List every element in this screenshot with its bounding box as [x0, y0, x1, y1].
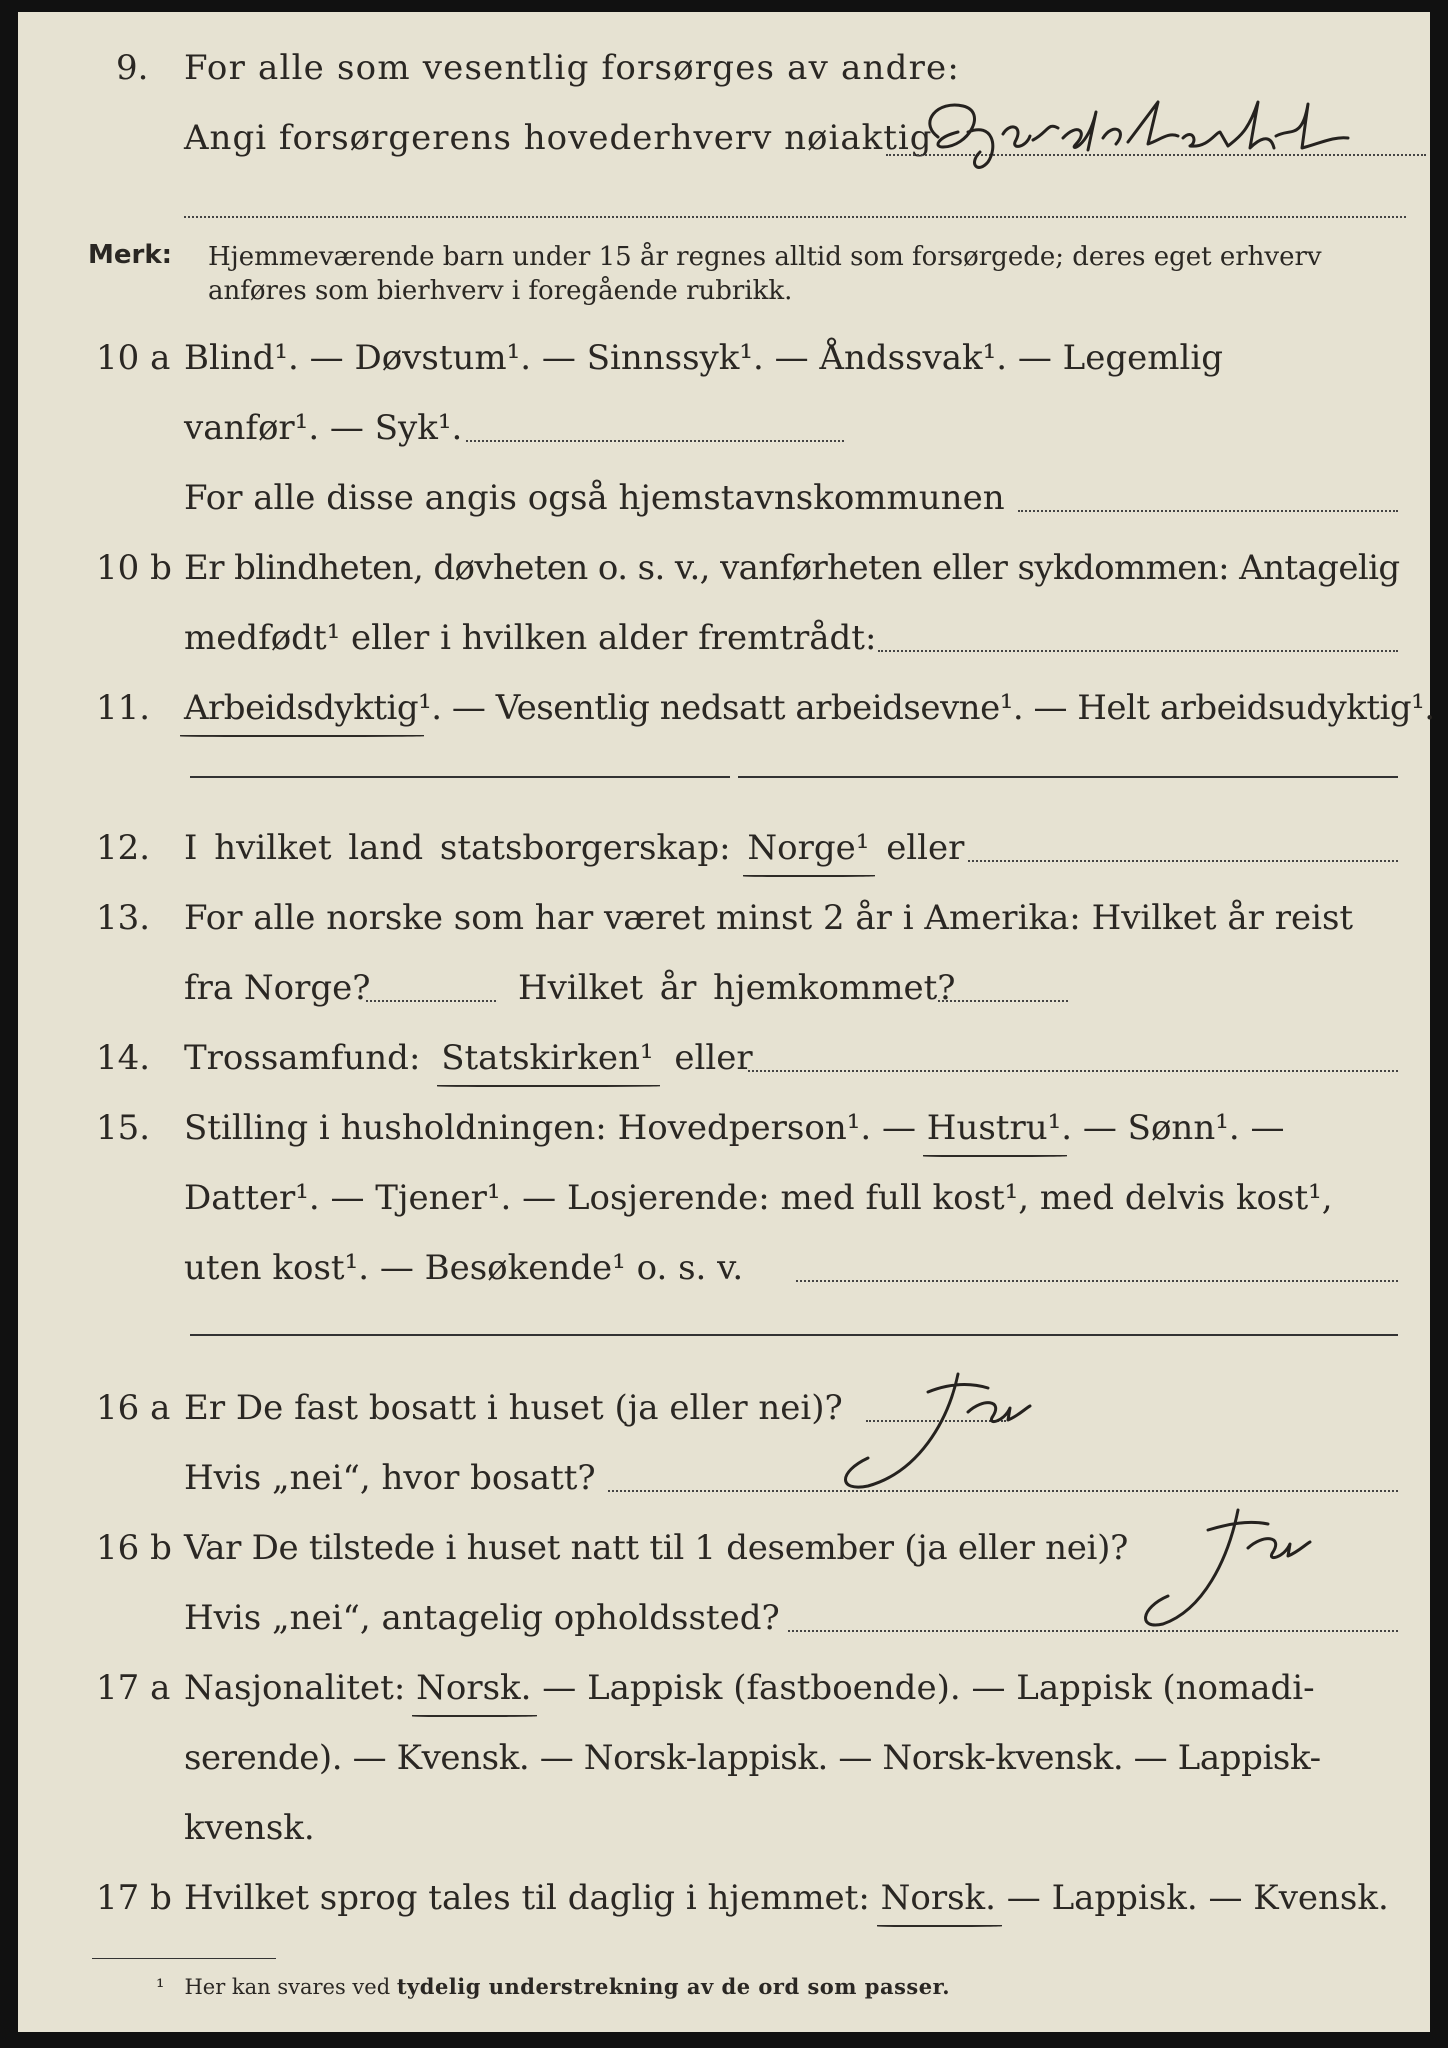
question-number: 9.: [116, 48, 149, 88]
question-text: serende). — Kvensk. — Norsk-lappisk. — Norsk-kvensk. — Lappisk-: [184, 1738, 1321, 1778]
question-text: For alle som vesentlig forsørges av andre:: [184, 48, 961, 88]
underlined-answer: Norsk.: [416, 1668, 532, 1708]
answer-line: [796, 1280, 1398, 1282]
question-text: Stilling i husholdningen: Hovedperson¹. — Hustru¹. — Sønn¹. —: [184, 1108, 1285, 1148]
question-number: 12.: [96, 828, 151, 868]
question-text: Blind¹. — Døvstum¹. — Sinnssyk¹. — Åndssvak¹. — Legemlig: [184, 338, 1223, 378]
question-text: For alle disse angis også hjemstavnskommunen: [184, 478, 1005, 518]
question-text: Hvis „nei“, antagelig opholdssted?: [184, 1598, 780, 1638]
note-label: Merk:: [88, 240, 173, 270]
question-number: 10 b: [96, 548, 172, 588]
handwritten-answer: [808, 1362, 1048, 1512]
divider: [184, 216, 1406, 218]
question-text: Er De fast bosatt i huset (ja eller nei)?: [184, 1388, 843, 1428]
footnote: ¹ Her kan svares ved tydelig understrekning av de ord som passer.: [156, 1974, 951, 1999]
underlined-answer: Norge¹: [747, 828, 870, 868]
question-text: Datter¹. — Tjener¹. — Losjerende: med full kost¹, med delvis kost¹,: [184, 1178, 1333, 1218]
divider: [738, 776, 1398, 778]
underlined-answer: Norsk.: [880, 1878, 996, 1918]
question-number: 11.: [96, 688, 151, 728]
note-text: Hjemmeværende barn under 15 år regnes alltid som forsørgede; deres eget erhverv: [208, 242, 1322, 272]
question-number: 17 a: [96, 1668, 171, 1708]
question-text: Angi forsørgerens hovederhverv nøiaktig: [184, 118, 933, 158]
question-text: Er blindheten, døvheten o. s. v., vanførheten eller sykdommen: Antagelig: [184, 548, 1400, 588]
answer-line: [1018, 510, 1398, 512]
question-text: medfødt¹ eller i hvilken alder fremtrådt:: [184, 618, 877, 658]
question-text: Arbeidsdyktig¹. — Vesentlig nedsatt arbeidsevne¹. — Helt arbeidsudyktig¹.: [184, 688, 1435, 728]
divider: [190, 1334, 1398, 1336]
question-number: 16 a: [96, 1388, 171, 1428]
question-text: Nasjonalitet: Norsk. — Lappisk (fastboende). — Lappisk (nomadi-: [184, 1668, 1315, 1708]
question-number: 15.: [96, 1108, 151, 1148]
answer-line: [938, 1000, 1068, 1002]
answer-line: [366, 1000, 496, 1002]
question-text: Trossamfund: Statskirken¹ eller: [184, 1038, 753, 1078]
question-number: 16 b: [96, 1528, 172, 1568]
census-form-page: [18, 12, 1435, 2032]
question-number: 14.: [96, 1038, 151, 1078]
underlined-answer: Statskirken¹: [441, 1038, 654, 1078]
answer-line: [968, 860, 1398, 862]
divider: [190, 776, 730, 778]
answer-line: [748, 1070, 1398, 1072]
question-text: Hvilket sprog tales til daglig i hjemmet: Norsk. — Lappisk. — Kvensk.: [184, 1878, 1389, 1918]
question-text: kvensk.: [184, 1808, 315, 1848]
question-text: For alle norske som har været minst 2 år i Amerika: Hvilket år reist: [184, 898, 1354, 938]
answer-line: [466, 440, 844, 442]
underlined-answer: Arbeidsdyktig: [184, 688, 419, 728]
note-text: anføres som bierhverv i foregående rubrikk.: [208, 276, 793, 306]
question-text: vanfør¹. — Syk¹.: [184, 408, 463, 448]
underlined-answer: Hustru¹: [926, 1108, 1062, 1148]
answer-line: [878, 650, 1398, 652]
question-text: I hvilket land statsborgerskap: Norge¹ eller: [184, 828, 965, 868]
question-text: Hvis „nei“, hvor bosatt?: [184, 1458, 596, 1498]
question-text: uten kost¹. — Besøkende¹ o. s. v.: [184, 1248, 744, 1288]
question-text: fra Norge?: [184, 968, 371, 1008]
question-text: Var De tilstede i huset natt til 1 desember (ja eller nei)?: [184, 1528, 1129, 1568]
question-number: 17 b: [96, 1878, 172, 1918]
question-number: 10 a: [96, 338, 171, 378]
handwritten-answer: [898, 92, 1418, 192]
question-text: Hvilket år hjemkommet?: [518, 968, 956, 1008]
question-number: 13.: [96, 898, 151, 938]
footnote-rule: [92, 1958, 276, 1959]
handwritten-answer: [1128, 1500, 1368, 1650]
